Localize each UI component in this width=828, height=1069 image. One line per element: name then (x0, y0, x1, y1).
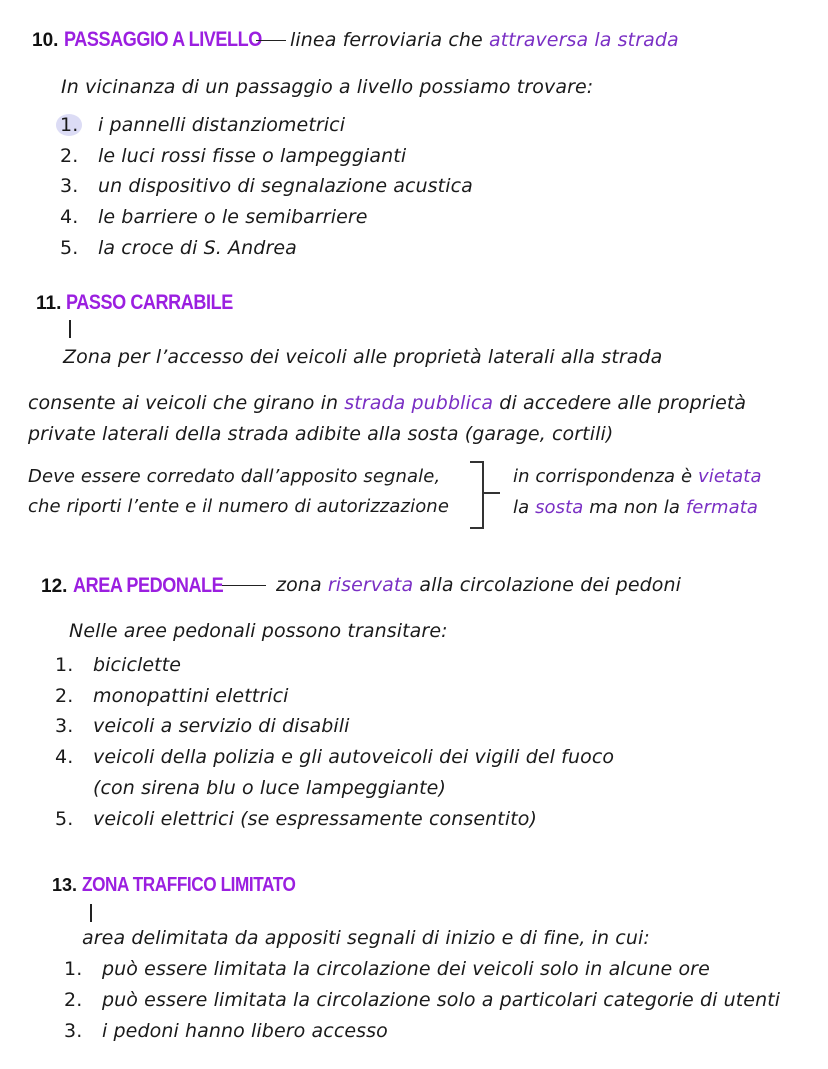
section-11-definition: Zona per l’accesso dei veicoli alle proprietà laterali alla strada (63, 346, 663, 368)
list-item: 1. biciclette (55, 654, 182, 676)
section-12-definition: zona riservata alla circolazione dei pedoni (222, 574, 681, 596)
list-item: 2. le luci rossi fisse o lampeggianti (60, 145, 407, 167)
section-number: 12. (41, 576, 68, 597)
section-13-heading (52, 874, 330, 897)
signage-note-line-2: che riporti l’ente e il numero di autorizzazione (28, 496, 449, 517)
bracket-tick (484, 492, 500, 494)
section-12-intro: Nelle aree pedonali possono transitare: (69, 620, 448, 642)
list-item: 4. le barriere o le semibarriere (60, 206, 368, 228)
highlighted-term: fermata (685, 497, 759, 518)
highlighted-term: vietata (697, 466, 762, 487)
section-10-heading (32, 28, 294, 52)
connector-line (90, 904, 92, 922)
connector-dash (222, 585, 266, 586)
highlighted-term: attraversa la strada (488, 29, 679, 51)
section-10-intro: In vicinanza di un passaggio a livello possiamo trovare: (61, 76, 594, 98)
highlighted-number: 1. (56, 114, 82, 136)
list-item: 1. i pannelli distanziometrici (60, 114, 345, 136)
list-item: 2. può essere limitata la circolazione solo a particolari categorie di utenti (64, 989, 781, 1011)
highlighted-term: sosta (535, 497, 584, 518)
section-number: 10. (32, 30, 59, 51)
section-12-heading (41, 574, 247, 598)
section-number: 13. (52, 875, 78, 895)
list-item: 3. veicoli a servizio di disabili (55, 715, 350, 737)
section-11-paragraph-line-2: private laterali della strada adibite alla sosta (garage, cortili) (28, 423, 614, 445)
list-item: 1. può essere limitata la circolazione dei veicoli solo in alcune ore (64, 958, 710, 980)
section-title: PASSO CARRABILE (66, 291, 234, 314)
connector-line (69, 320, 71, 338)
parking-rule-line-2: la sosta ma non la fermata (513, 497, 759, 518)
list-item: 3. i pedoni hanno libero accesso (64, 1020, 388, 1042)
section-title: AREA PEDONALE (72, 574, 223, 597)
section-11-paragraph-line-1: consente ai veicoli che girano in strada pubblica di accedere alle proprietà (28, 392, 747, 414)
section-title: PASSAGGIO A LIVELLO (63, 28, 262, 51)
bracket (470, 461, 484, 529)
list-item: 3. un dispositivo di segnalazione acustica (60, 175, 473, 197)
list-item: 2. monopattini elettrici (55, 685, 289, 707)
list-item-continuation: (con sirena blu o luce lampeggiante) (93, 777, 446, 799)
section-number: 11. (36, 293, 62, 314)
signage-note-line-1: Deve essere corredato dall’apposito segnale, (28, 466, 441, 487)
section-title: ZONA TRAFFICO LIMITATO (82, 874, 296, 896)
section-11-heading (36, 291, 260, 315)
parking-rule-line-1: in corrispondenza è vietata (513, 466, 762, 487)
list-item: 5. la croce di S. Andrea (60, 237, 297, 259)
list-item: 5. veicoli elettrici (se espressamente consentito) (55, 808, 538, 830)
connector-dash (256, 40, 286, 41)
list-item: 4. veicoli della polizia e gli autoveicoli dei vigili del fuoco (55, 746, 615, 768)
highlighted-term: strada pubblica (344, 392, 494, 414)
highlighted-term: riservata (327, 574, 414, 596)
section-13-definition: area delimitata da appositi segnali di inizio e di fine, in cui: (82, 927, 650, 949)
section-10-definition: linea ferroviaria che attraversa la strada (256, 29, 679, 51)
